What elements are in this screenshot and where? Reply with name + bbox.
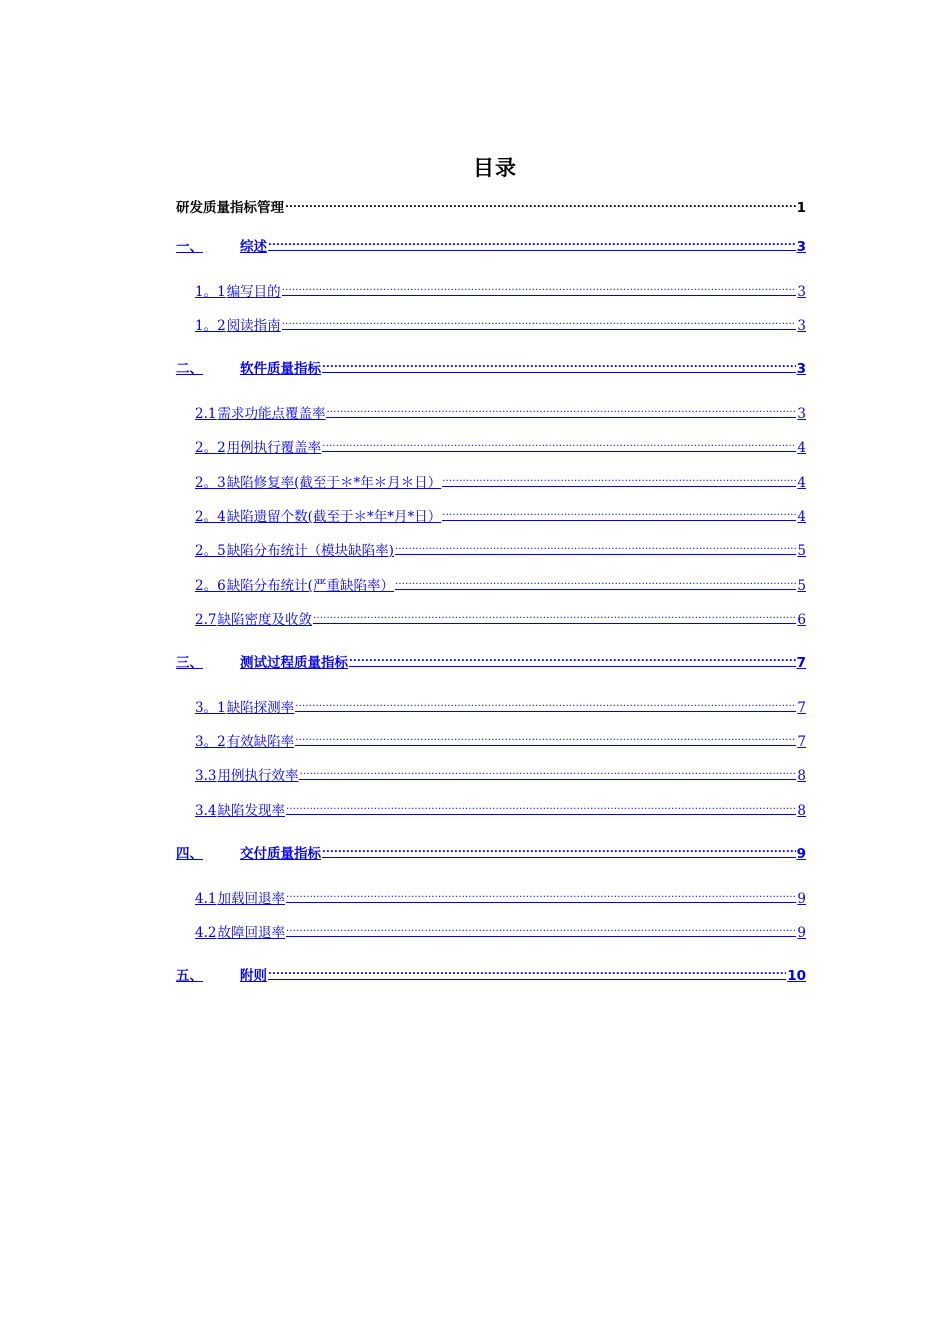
toc-entry-section[interactable]	[176, 651, 806, 671]
toc-entry-label: 缺陷分布统计(严重缺陷率）	[226, 578, 394, 594]
toc-dot-leader	[295, 730, 796, 746]
toc-entry-label: 缺陷发现率	[217, 803, 285, 819]
toc-entry-subsection[interactable]	[195, 608, 806, 628]
toc-dot-leader	[285, 192, 796, 212]
toc-entry-subsection[interactable]	[195, 764, 806, 784]
toc-entry-label: 交付质量指标	[240, 846, 321, 862]
toc-entry-label: 故障回退率	[217, 925, 285, 941]
toc-entry-number: 二、	[176, 361, 203, 377]
toc-entry-subsection[interactable]	[195, 539, 806, 559]
toc-dot-leader	[326, 402, 796, 418]
toc-entry-page-number: 3	[797, 318, 806, 334]
toc-entry-label: 缺陷修复率(截至于＊*年＊月＊日）	[226, 475, 442, 491]
toc-entry-number: 三、	[176, 655, 203, 671]
toc-entry-label: 加载回退率	[217, 891, 285, 907]
toc-entry-number: 2。5	[195, 543, 226, 559]
toc-entry-page-number: 4	[797, 475, 806, 491]
toc-entry-section[interactable]	[176, 357, 806, 377]
toc-entry-number: 2。3	[195, 475, 226, 491]
toc-entry-subsection[interactable]	[195, 280, 806, 300]
toc-entry-label: 需求功能点覆盖率	[217, 406, 326, 422]
toc-dot-leader	[442, 471, 796, 487]
toc-dot-leader	[268, 964, 786, 980]
toc-entry-section[interactable]	[176, 964, 806, 984]
toc-entry-number: 3。2	[195, 734, 226, 750]
toc-entry-page-number: 9	[797, 925, 806, 941]
toc-entry-label: 测试过程质量指标	[240, 655, 348, 671]
toc-dot-leader	[349, 651, 796, 667]
toc-entry-number: 3。1	[195, 700, 226, 716]
toc-entry-label: 研发质量指标管理	[176, 200, 284, 216]
toc-entry-page-number: 3	[796, 361, 806, 377]
toc-entry-page-number: 9	[796, 846, 806, 862]
toc-entry-label: 有效缺陷率	[226, 734, 295, 750]
toc-entry-subsection[interactable]	[195, 730, 806, 750]
toc-entry-label: 附则	[240, 968, 267, 984]
toc-entry-subsection[interactable]	[195, 799, 806, 819]
toc-entry-subsection[interactable]	[195, 505, 806, 525]
toc-entry-subsection[interactable]	[195, 314, 806, 334]
toc-dot-leader	[299, 764, 796, 780]
toc-entry-number: 1。1	[195, 284, 226, 300]
toc-entry-subsection[interactable]	[195, 921, 806, 941]
toc-dot-leader	[282, 280, 797, 296]
toc-dot-leader	[322, 436, 796, 452]
toc-entry-label: 用例执行覆盖率	[226, 440, 322, 456]
toc-entry-page-number: 3	[797, 284, 806, 300]
toc-entry-page-number: 8	[797, 768, 806, 784]
toc-dot-leader	[322, 842, 796, 858]
toc-entry-label: 缺陷密度及收敛	[217, 612, 312, 628]
toc-entry-page-number: 10	[787, 968, 806, 984]
toc-entry-page-number: 1	[796, 200, 806, 216]
toc-entry-section[interactable]	[176, 842, 806, 862]
toc-entry-number: 四、	[176, 846, 203, 862]
toc-dot-leader	[322, 357, 796, 373]
toc-entry-subsection[interactable]	[195, 574, 806, 594]
toc-entry-label: 缺陷探测率	[226, 700, 295, 716]
toc-entry-number: 2。2	[195, 440, 226, 456]
toc-entry-number: 2。6	[195, 578, 226, 594]
toc-entry-subsection[interactable]	[195, 436, 806, 456]
toc-entry-subsection[interactable]	[195, 696, 806, 716]
toc-entry-page-number: 7	[797, 700, 806, 716]
toc-dot-leader	[395, 539, 796, 555]
toc-entry-label: 缺陷分布统计（模块缺陷率)	[226, 543, 394, 559]
toc-entry-label: 缺陷遗留个数(截至于＊*年*月*日）	[226, 509, 442, 525]
toc-dot-leader	[282, 314, 797, 330]
toc-dot-leader	[295, 696, 796, 712]
toc-entry-page-number: 4	[797, 509, 806, 525]
toc-entry-number: 一、	[176, 239, 203, 255]
toc-entry-page-number: 5	[797, 543, 806, 559]
toc-entry-page-number: 7	[796, 655, 806, 671]
toc-entry-page-number: 5	[797, 578, 806, 594]
toc-dot-leader	[286, 799, 796, 815]
toc-entry-number: 五、	[176, 968, 203, 984]
toc-entry-page-number: 6	[797, 612, 806, 628]
toc-entry-page-number: 8	[797, 803, 806, 819]
toc-entry-label: 编写目的	[226, 284, 281, 300]
toc-entry-number: 2.1	[195, 406, 217, 422]
toc-entry-section[interactable]	[176, 235, 806, 255]
toc-entry-subsection[interactable]	[195, 887, 806, 907]
toc-dot-leader	[395, 574, 796, 590]
toc-entry-label: 综述	[240, 239, 267, 255]
toc-dot-leader	[286, 921, 796, 937]
toc-entry-page-number: 9	[797, 891, 806, 907]
toc-entry-number: 4.1	[195, 891, 217, 907]
toc-entry-number: 2.7	[195, 612, 217, 628]
toc-entry-label: 阅读指南	[226, 318, 281, 334]
toc-dot-leader	[442, 505, 796, 521]
toc-entry-subsection[interactable]	[195, 471, 806, 491]
toc-entry-page-number: 3	[797, 406, 806, 422]
toc-entry-subsection[interactable]	[195, 402, 806, 422]
toc-entry-number: 1。2	[195, 318, 226, 334]
toc-entry-number: 3.3	[195, 768, 217, 784]
toc-dot-leader	[313, 608, 796, 624]
toc-dot-leader	[268, 235, 796, 251]
toc-entry-label: 用例执行效率	[217, 768, 299, 784]
toc-entry-page-number: 4	[797, 440, 806, 456]
toc-entry-page-number: 7	[797, 734, 806, 750]
toc-title: 目录	[473, 156, 517, 180]
toc-entry-number: 4.2	[195, 925, 217, 941]
toc-entry-label: 软件质量指标	[240, 361, 321, 377]
toc-entry-page-number: 3	[796, 239, 806, 255]
toc-entry-number: 2。4	[195, 509, 226, 525]
toc-entry-number: 3.4	[195, 803, 217, 819]
toc-dot-leader	[286, 887, 796, 903]
toc-entry-main	[176, 192, 806, 216]
